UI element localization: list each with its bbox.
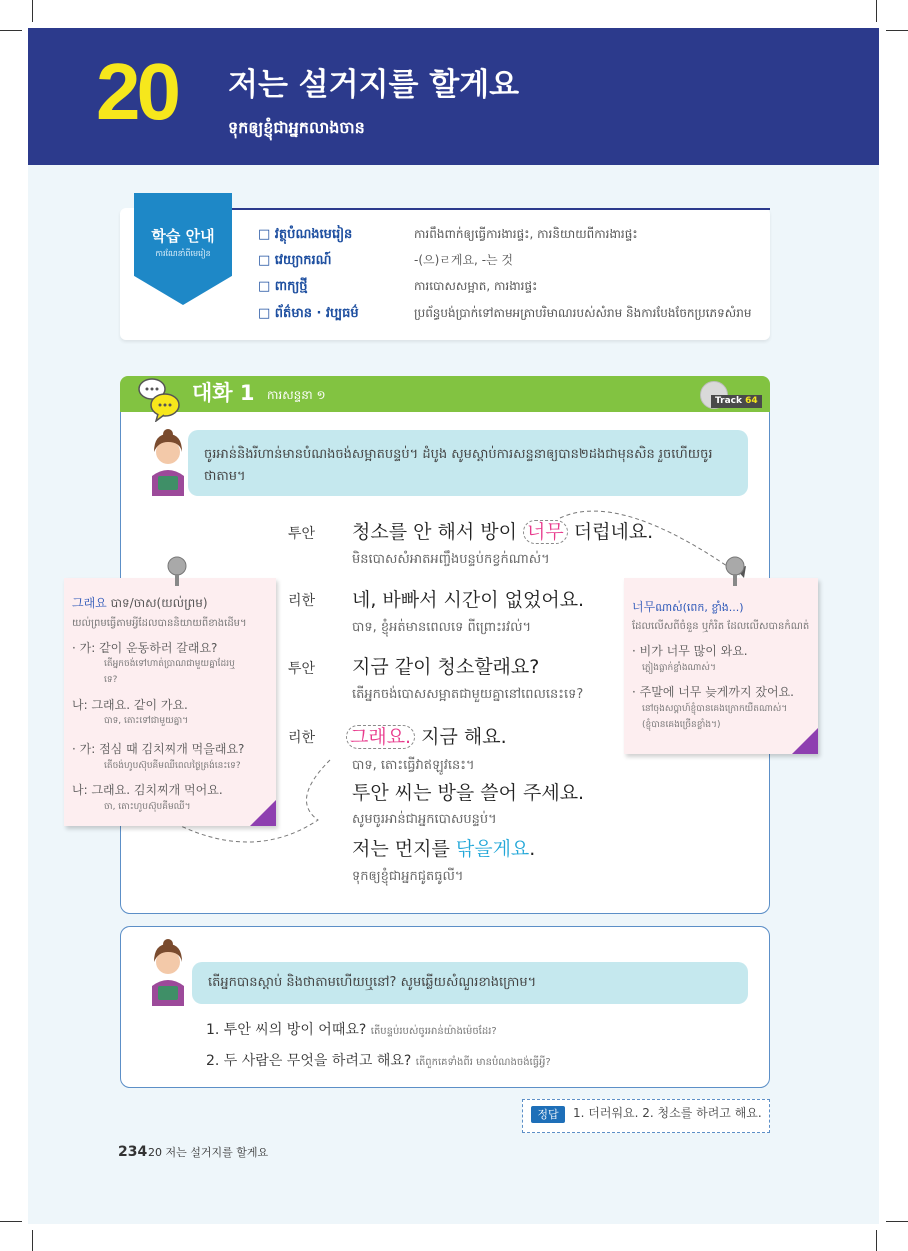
note-right-gloss: ភ្លៀងធ្លាក់ខ្លាំងណាស់។ <box>642 663 716 673</box>
dialogue-line-khmer: មិនបោសសំអាតអញ្ចឹងបន្ទប់កខ្វក់ណាស់។ <box>352 552 550 567</box>
guide-label-grammar: □ វេយ្យាករណ៍ <box>258 253 332 268</box>
lesson-title: 저는 설거지를 할게요 <box>228 67 520 103</box>
pushpin-icon <box>164 556 190 588</box>
guide-tab-subtitle: ការណែនាំពីមេរៀន <box>155 249 211 258</box>
note-left-desc: យល់ព្រមធ្វើតាមអ្វីដែលបាននិយាយពីខាងដើម។ <box>72 618 247 629</box>
dialogue-title: 대화 1 <box>192 381 255 405</box>
dialogue-line-khmer: សូមចូរអាន់ជាអ្នកបោសបន្ទប់។ <box>352 812 497 827</box>
teacher-avatar-icon <box>144 934 192 1006</box>
note-left-gloss: តើអ្នកចង់ទៅហាត់ប្រាណជាមួយគ្នាដែរឬ <box>104 659 235 669</box>
dialogue-line-korean: 지금 같이 청소할래요? <box>352 656 540 678</box>
speaker-tuan: 투안 <box>288 526 316 542</box>
dialogue-instruction: ចូរអាន់និងរីហាន់មានបំណងចង់សម្អាតបន្ទប់។ ដំបូង សូមស្ដាប់ការសន្ទនាឲ្យបាន២ដងជាមុនសិន រួចហើយចូរថាតាម។ <box>204 447 713 484</box>
guide-tab-title: 학습 안내 <box>151 227 215 245</box>
note-left-gloss: បាទ, តោះទៅជាមួយគ្នា។ <box>104 716 189 726</box>
guide-value-culture: ប្រព័ន្ធបង់ប្រាក់ទៅតាមអត្រាបរិមាណរបស់សំរាម និងការបែងចែកប្រភេទសំរាម <box>414 306 752 320</box>
highlight-word: 너무 <box>523 520 568 544</box>
note-right-gloss: នៅចុងសប្ដាហ៍ខ្ញុំបានគេងក្រោកយឺតណាស់។ <box>642 704 788 714</box>
guide-value-objective: ការពឹងពាក់ឲ្យធ្វើការងារផ្ទះ, ការនិយាយពីការងារផ្ទះ <box>414 227 638 241</box>
guide-label-vocabulary: □ ពាក្យថ្មី <box>258 279 308 294</box>
page-number: 234 <box>118 1144 148 1160</box>
dialogue-subtitle: ការសន្ទនា ១ <box>267 388 326 402</box>
dialogue-line-korean: 네, 바빠서 시간이 없었어요. <box>352 589 585 611</box>
answer-badge: 정답 <box>531 1106 565 1123</box>
dialogue-line-khmer: ទុកឲ្យខ្ញុំជាអ្នកជូតធូលី។ <box>352 869 464 884</box>
note-right-line: · 비가 너무 많이 와요. <box>632 644 748 658</box>
question-item: 1. 투안 씨의 방이 어때요? តើបន្ទប់របស់ចូរអាន់យ៉ាងម៉េចដែរ? <box>206 1022 497 1038</box>
lesson-number: 20 <box>96 47 177 136</box>
guide-label-objective: □ វត្ថុបំណងមេរៀន <box>258 227 353 242</box>
pushpin-icon <box>722 556 748 588</box>
dialogue-line-khmer: បាទ, ខ្ញុំអត់មានពេលទេ ពីព្រោះរវល់។ <box>352 620 532 635</box>
dialogue-line-korean: 저는 먼지를 닦을게요. <box>352 838 536 860</box>
guide-value-grammar: -(으)ㄹ게요, -는 것 <box>414 253 514 267</box>
speaker-rihan: 리한 <box>288 730 316 746</box>
page-chapter: 20 저는 설거지를 할게요 <box>148 1146 269 1159</box>
guide-value-vocabulary: ការបោសសម្អាត, ការងារផ្ទះ <box>414 279 538 293</box>
highlight-word: 그래요. <box>346 725 415 749</box>
note-left-line: 나: 그래요. 같이 가요. <box>72 698 188 712</box>
note-left-line: · 가: 점심 때 김치찌개 먹을래요? <box>72 742 245 756</box>
track-number: 64 <box>745 396 758 406</box>
note-right-title: 너무ណាស់(ពេក, ខ្លាំង...) <box>632 600 744 614</box>
guide-label-culture: □ ព័ត៌មាន · វប្បធម៌ <box>258 306 359 321</box>
dialogue-line-korean: 청소를 안 해서 방이 너무 더럽네요. <box>352 521 654 543</box>
questions-instruction: តើអ្នកបានស្ដាប់ និងថាតាមហើយឬនៅ? សូមឆ្លើយសំណួរខាងក្រោម។ <box>208 975 537 990</box>
note-left-line: · 가: 같이 운동하러 갈래요? <box>72 641 218 655</box>
note-left-line: 나: 그래요. 김치찌개 먹어요. <box>72 783 223 797</box>
highlight-word: 닦을게요 <box>455 838 530 860</box>
track-label: Track <box>715 396 742 406</box>
note-left-title: 그래요 បាទ/ចាស(យល់ព្រម) <box>72 596 208 610</box>
dialogue-line-khmer: បាទ, តោះធ្វើវាឥឡូវនេះ។ <box>352 758 475 773</box>
lesson-subtitle: ទុកឲ្យខ្ញុំជាអ្នកលាងចាន <box>228 118 365 137</box>
speaker-tuan: 투안 <box>288 661 316 677</box>
dialogue-line-khmer: តើអ្នកចង់បោសសម្អាតជាមួយគ្នានៅពេលនេះទេ? <box>352 687 584 702</box>
speaker-rihan: 리한 <box>288 593 316 609</box>
note-right-gloss: (ខ្ញុំបានគេងច្រើនខ្លាំង។) <box>642 720 721 730</box>
question-item: 2. 두 사람은 무엇을 하려고 해요? តើពួកគេទាំងពីរ មានបំណងចង់ធ្វើអ្វី? <box>206 1053 551 1069</box>
note-left-gloss: ចា, តោះហូបស៊ុបគីមឈី។ <box>104 802 191 812</box>
dialogue-line-korean: 그래요. 지금 해요. <box>346 728 507 747</box>
note-right-desc: ដែលលើសពីចំនួន ឬកំរិត ដែលលើសបានកំណត់ <box>632 621 810 632</box>
note-left-gloss: ទេ? <box>104 675 118 685</box>
dialogue-line-korean: 투안 씨는 방을 쓸어 주세요. <box>352 782 585 804</box>
answer-text: 1. 더러워요. 2. 청소를 하려고 해요. <box>573 1106 762 1120</box>
note-right-line: · 주말에 너무 늦게까지 잤어요. <box>632 685 794 699</box>
note-left-gloss: តើចង់ហូបស៊ុបគីមឈីពេលថ្ងៃត្រង់នេះទេ? <box>104 761 241 771</box>
